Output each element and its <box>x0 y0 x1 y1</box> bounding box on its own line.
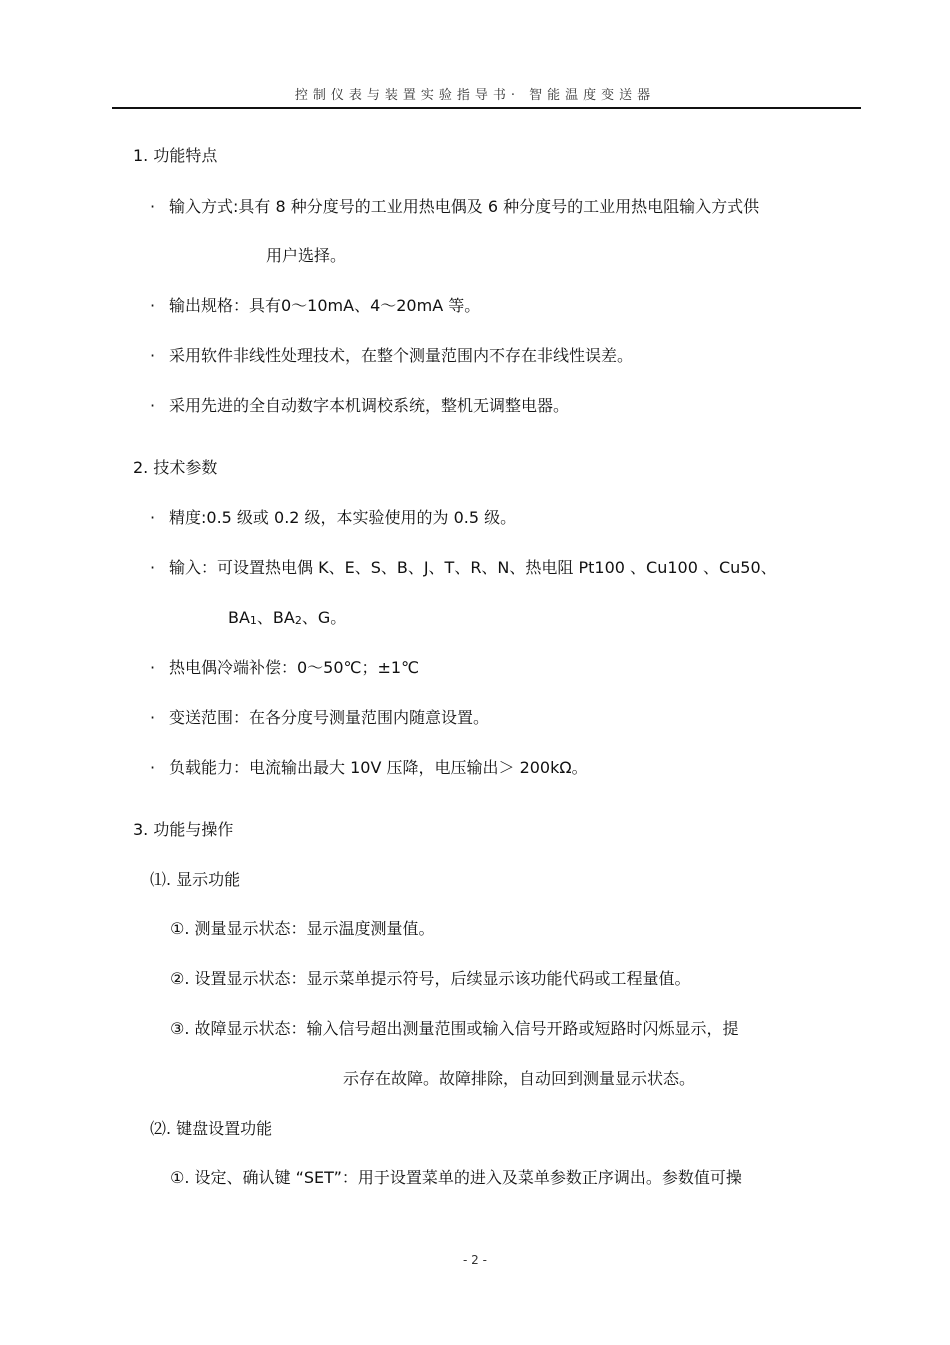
section-1-bullet-1-cont: 用户选择。 <box>266 246 347 265</box>
section-3-sub-2: ⑵. 键盘设置功能 <box>150 1119 273 1138</box>
section-3-sub-1: ⑴. 显示功能 <box>150 870 241 889</box>
section-3-item-4: ①. 设定、确认键 “SET”：用于设置菜单的进入及菜单参数正序调出。参数值可操 <box>170 1168 742 1187</box>
section-2-bullet-2: · 输入：可设置热电偶 K、E、S、B、J、T、R、N、热电阻 Pt100 、Cu100 、Cu50、 <box>150 558 777 577</box>
section-1-bullet-2: · 输出规格：具有0～10mA、4～20mA 等。 <box>150 296 481 315</box>
section-2-bullet-2-cont: $BA_1$、$BA_2$、G。 <box>228 608 347 627</box>
section-3-item-2: ②. 设置显示状态：显示菜单提示符号，后续显示该功能代码或工程量值。 <box>170 969 691 988</box>
header-rule <box>112 107 861 109</box>
section-2-title: 2. 技术参数 <box>133 458 218 477</box>
section-3-title: 3. 功能与操作 <box>133 820 234 839</box>
section-1-bullet-3: · 采用软件非线性处理技术，在整个测量范围内不存在非线性误差。 <box>150 346 634 365</box>
section-1-title: 1. 功能特点 <box>133 146 218 165</box>
section-2-bullet-5: · 负载能力：电流输出最大 10V 压降，电压输出＞ 200kΩ。 <box>150 758 588 777</box>
section-2-bullet-1: · 精度:0.5 级或 0.2 级，本实验使用的为 0.5 级。 <box>150 508 517 527</box>
section-2-bullet-4: · 变送范围：在各分度号测量范围内随意设置。 <box>150 708 490 727</box>
page-number: - 2 - <box>463 1253 487 1267</box>
section-3-item-1: ①. 测量显示状态：显示温度测量值。 <box>170 919 435 938</box>
section-2-bullet-3: · 热电偶冷端补偿：0～50℃；±1℃ <box>150 658 420 677</box>
section-1-bullet-1: · 输入方式:具有 8 种分度号的工业用热电偶及 6 种分度号的工业用热电阻输入方式供 <box>150 197 760 216</box>
section-3-item-3: ③. 故障显示状态：输入信号超出测量范围或输入信号开路或短路时闪烁显示，提 <box>170 1019 739 1038</box>
section-3-item-3-cont: 示存在故障。故障排除，自动回到测量显示状态。 <box>343 1069 696 1088</box>
section-1-bullet-4: · 采用先进的全自动数字本机调校系统，整机无调整电器。 <box>150 396 570 415</box>
page-header: 控制仪表与装置实验指导书· 智能温度变送器 <box>294 88 656 103</box>
